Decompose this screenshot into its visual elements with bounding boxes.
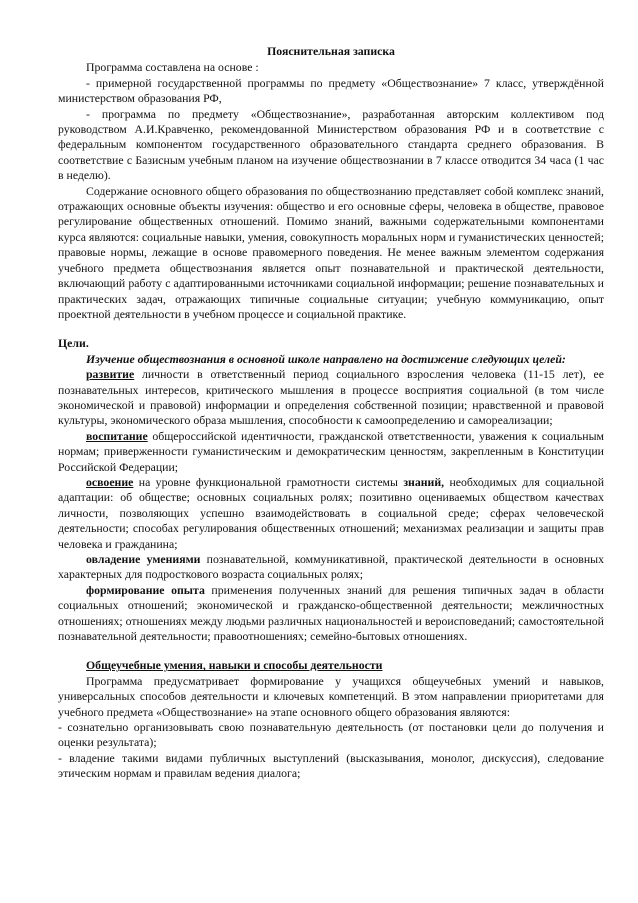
goal-item-3 bbox=[58, 475, 604, 552]
document-title: Пояснительная записка bbox=[267, 44, 395, 58]
goal-item-2 bbox=[58, 429, 604, 475]
skills-heading: Общеучебные умения, навыки и способы деятельности bbox=[86, 658, 383, 673]
goal-key: овладение умениями bbox=[86, 552, 201, 566]
goal-text: личности в ответственный период социального взросления человека (11-15 лет), ее познавательных интересов, критического мышления в процессе восприятия социальной (в том числе экономической и правовой) информации и определения собственной позиции; нравственной и правовой культуры, экономического образа мышления, способности к самоопределению и самореализации; bbox=[58, 367, 604, 428]
goal-key: развитие bbox=[86, 367, 135, 382]
spacer bbox=[58, 644, 604, 658]
goal-text-2: необходимых для социальной адаптации: об обществе; основных социальных ролях; позитивно оцениваемых обществом качествах личности, позволяющих успешно взаимодействовать в социальной среде; сферах человеческой деятельности; способах регулирования общественных отношений; механизмах реализации и защиты прав человека и гражданина; bbox=[58, 474, 605, 551]
skills-item-2: - владение такими видами публичных выступлений (высказывания, монолог, дискуссия), следование этическим нормам и правилам ведения диалога; bbox=[58, 750, 604, 781]
goal-key: освоение bbox=[86, 474, 134, 489]
goal-key-2: знаний, bbox=[403, 474, 445, 489]
goal-item-5 bbox=[58, 583, 604, 645]
goal-text: применения полученных знаний для решения типичных задач в области социальных отношений; экономической и гражданско-общественной деятельности; межличностных отношениях; отношениях между людьми различных национальностей и вероисповеданий; самостоятельной познавательной деятельности; правоотношениях; семейно-бытовых отношениях. bbox=[58, 582, 604, 644]
goal-key: воспитание bbox=[86, 428, 148, 443]
goal-text: на уровне функциональной грамотности системы bbox=[133, 474, 404, 489]
goals-subheading: Изучение обществознания в основной школе направлено на достижение следующих целей: bbox=[86, 351, 566, 366]
intro-paragraph-3: - программа по предмету «Обществознание», разработанная авторским коллективом под руководством А.И.Кравченко, рекомендованной Министерством образования РФ и в соответствие с федеральным компонентом государственного образовательного стандарта среднего образования. В соответствие с Базисным учебным планом на изучение обществознании в 7 классе отводится 34 часа (1 час в неделю). bbox=[58, 106, 604, 183]
goal-item-1 bbox=[58, 367, 604, 429]
goals-heading: Цели. bbox=[58, 336, 89, 351]
skills-paragraph: Программа предусматривает формирование у учащихся общеучебных умений и навыков, универсальных способов деятельности и ключевых компетенций. В этом направлении приоритетами для учебного предмета «Обществознание» на этапе основного общего образования являются: bbox=[58, 673, 604, 719]
spacer bbox=[58, 322, 604, 336]
intro-paragraph-2: - примерной государственной программы по предмету «Обществознание» 7 класс, утверждённой министерством образования РФ, bbox=[58, 75, 604, 106]
intro-paragraph-1: Программа составлена на основе : bbox=[86, 60, 259, 75]
skills-item-1: - сознательно организовывать свою познавательную деятельность (от постановки цели до получения и оценки результата); bbox=[58, 720, 604, 750]
goal-key: формирование опыта bbox=[86, 582, 205, 597]
goal-item-4 bbox=[58, 552, 604, 583]
goal-text: познавательной, коммуникативной, практической деятельности в основных характерных для подросткового возраста социальных ролях; bbox=[58, 552, 604, 582]
intro-paragraph-4: Содержание основного общего образования по обществознанию представляет собой комплекс знаний, отражающих основные объекты изучения: общество и его основные сферы, человека в обществе, правовое регулирование общественных отношений. Помимо знаний, важными содержательными компонентами курса являются: социальные навыки, умения, совокупность моральных норм и гуманистических ценностей; правовые нормы, лежащие в основе правомерного поведения. Не менее важным элементом содержания учебного предмета обществознания является опыт познавательной и практической деятельности, включающий работу с адаптированными источниками социальной информации; решение познавательных и практических задач, отражающих типичные социальные ситуации; учебную коммуникацию, опыт проектной деятельности в учебном процессе и социальной практике. bbox=[58, 183, 604, 321]
goal-text: общероссийской идентичности, гражданской ответственности, уважения к социальным нормам; приверженности гуманистическим и демократическим ценностям, закрепленным в Конституции Российской Федерации; bbox=[58, 428, 604, 474]
